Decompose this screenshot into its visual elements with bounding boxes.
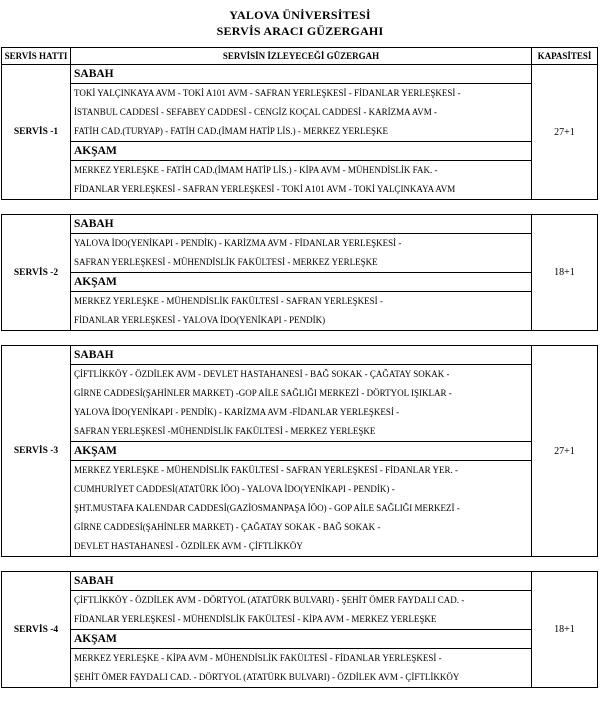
route-line: MERKEZ YERLEŞKE - KİPA AVM - MÜHENDİSLİK FAKÜLTESİ - FİDANLAR YERLEŞKESİ - [74, 653, 442, 663]
service-name: SERVİS -1 [2, 65, 71, 200]
morning-label: SABAH [71, 572, 531, 591]
service-row [2, 65, 598, 200]
morning-label: SABAH [71, 346, 531, 365]
service-capacity: 18+1 [532, 572, 598, 688]
morning-label: SABAH [71, 65, 531, 84]
route-line: SAFRAN YERLEŞKESİ -MÜHENDİSLİK FAKÜLTESİ - MERKEZ YERLEŞKE [74, 426, 376, 436]
spacer-cell [2, 557, 598, 572]
evening-route [71, 461, 531, 556]
service-name: SERVİS -3 [2, 346, 71, 557]
route-line: YALOVA İDO(YENİKAPI - PENDİK) - KARİZMA AVM -FİDANLAR YERLEŞKESİ - [74, 407, 400, 417]
service-capacity: 18+1 [532, 215, 598, 331]
route-line: ŞEHİT ÖMER FAYDALI CAD. - DÖRTYOL (ATATÜRK BULVARI) - ÖZDİLEK AVM - ÇİFTLİKKÖY [74, 672, 460, 682]
evening-label: AKŞAM [71, 273, 531, 292]
evening-route [71, 161, 531, 199]
spacer-cell [2, 331, 598, 346]
document-title: YALOVA ÜNİVERSİTESİ [229, 8, 371, 22]
evening-label: AKŞAM [71, 630, 531, 649]
service-route [71, 346, 532, 557]
route-line: SAFRAN YERLEŞKESİ - MÜHENDİSLİK FAKÜLTESİ - MERKEZ YERLEŞKE [74, 257, 378, 267]
route-line: TOKİ YALÇINKAYA AVM - TOKİ A101 AVM - SAFRAN YERLEŞKESİ - FİDANLAR YERLEŞKESİ - [74, 88, 461, 98]
morning-route [71, 84, 531, 142]
service-capacity: 27+1 [532, 346, 598, 557]
morning-label: SABAH [71, 215, 531, 234]
service-route [71, 572, 532, 688]
service-capacity: 27+1 [532, 65, 598, 200]
route-line: FİDANLAR YERLEŞKESİ - MÜHENDİSLİK FAKÜLTESİ - KİPA AVM - MERKEZ YERLEŞKE [74, 614, 437, 624]
service-row [2, 215, 598, 331]
route-line: ŞHT.MUSTAFA KALENDAR CADDESİ(GAZİOSMANPAŞA İÖO) - GOP AİLE SAĞLIĞI MERKEZİ - [74, 503, 460, 513]
service-route [71, 65, 532, 200]
route-line: MERKEZ YERLEŞKE - MÜHENDİSLİK FAKÜLTESİ - SAFRAN YERLEŞKESİ - [74, 296, 383, 306]
route-line: MERKEZ YERLEŞKE - MÜHENDİSLİK FAKÜLTESİ - SAFRAN YERLEŞKESİ - FİDANLAR YER. - [74, 465, 458, 475]
evening-route [71, 292, 531, 330]
route-line: GİRNE CADDESİ(ŞAHİNLER MARKET) -GOP AİLE SAĞLIĞI MERKEZİ - DÖRTYOL IŞIKLAR - [74, 388, 452, 398]
service-name: SERVİS -4 [2, 572, 71, 688]
service-route [71, 215, 532, 331]
route-line: FİDANLAR YERLEŞKESİ - YALOVA İDO(YENİKAPI - PENDİK) [74, 315, 326, 325]
route-line: CUMHURİYET CADDESİ(ATATÜRK İÖO) - YALOVA İDO(YENİKAPI - PENDİK) - [74, 484, 395, 494]
route-line: İSTANBUL CADDESİ - SEFABEY CADDESİ - CENGİZ KOÇAL CADDESİ - KARİZMA AVM - [74, 107, 437, 117]
evening-label: AKŞAM [71, 142, 531, 161]
route-line: ÇİFTLİKKÖY - ÖZDİLEK AVM - DÖRTYOL (ATATÜRK BULVARI) - ŞEHİT ÖMER FAYDALI CAD. - [74, 595, 465, 605]
header-row [2, 48, 598, 65]
route-line: MERKEZ YERLEŞKE - FATİH CAD.(İMAM HATİP LİS.) - KİPA AVM - MÜHENDİSLİK FAK. - [74, 165, 438, 175]
section-spacer [2, 557, 598, 572]
evening-label: AKŞAM [71, 442, 531, 461]
route-line: YALOVA İDO(YENİKAPI - PENDİK) - KARİZMA AVM - FİDANLAR YERLEŞKESİ - [74, 238, 402, 248]
service-name: SERVİS -2 [2, 215, 71, 331]
spacer-cell [2, 200, 598, 215]
header-capacity: KAPASİTESİ [532, 48, 598, 65]
morning-route [71, 234, 531, 273]
section-spacer [2, 331, 598, 346]
header-route: SERVİSİN İZLEYECEĞİ GÜZERGAH [71, 48, 532, 65]
evening-route [71, 649, 531, 687]
header-service-line: SERVİS HATTI [2, 48, 71, 65]
route-table [1, 47, 598, 688]
route-table-body [2, 65, 598, 688]
morning-route [71, 591, 531, 630]
route-line: ÇİFTLİKKÖY - ÖZDİLEK AVM - DEVLET HASTAHANESİ - BAĞ SOKAK - ÇAĞATAY SOKAK - [74, 369, 450, 379]
section-spacer [2, 200, 598, 215]
service-row [2, 572, 598, 688]
route-line: FATİH CAD.(TURYAP) - FATİH CAD.(İMAM HATİP LİS.) - MERKEZ YERLEŞKE [74, 126, 388, 136]
route-line: GİRNE CADDESİ(ŞAHİNLER MARKET) - ÇAĞATAY SOKAK - BAĞ SOKAK - [74, 522, 381, 532]
service-row [2, 346, 598, 557]
morning-route [71, 365, 531, 442]
document-subtitle: SERVİS ARACI GÜZERGAHI [216, 24, 384, 38]
route-line: FİDANLAR YERLEŞKESİ - SAFRAN YERLEŞKESİ - TOKİ A101 AVM - TOKİ YALÇINKAYA AVM [74, 184, 456, 194]
route-line: DEVLET HASTAHANESİ - ÖZDİLEK AVM - ÇİFTLİKKÖY [74, 541, 303, 551]
